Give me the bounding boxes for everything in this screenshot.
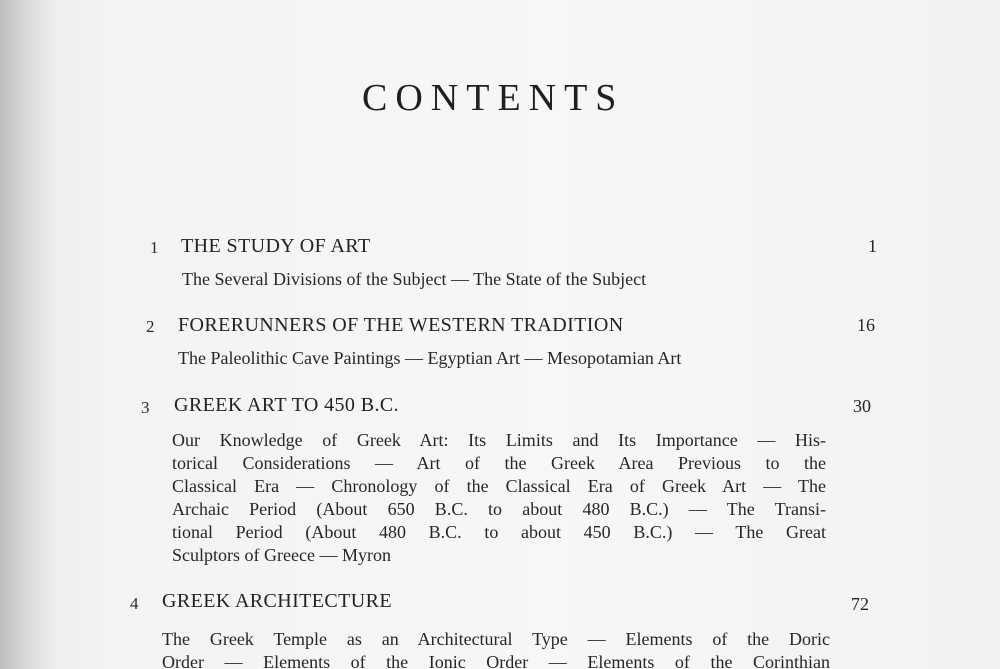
description-line: Our Knowledge of Greek Art: Its Limits and Its Importance — His- — [172, 430, 826, 450]
chapter-description — [182, 268, 646, 291]
description-line: Order — Elements of the Ionic Order — Elements of the Corinthian — [162, 652, 830, 669]
page-number: 72 — [851, 594, 869, 614]
chapter-description — [162, 628, 830, 669]
chapter-heading: GREEK ART TO 450 B.C. — [174, 394, 400, 416]
description-line: tional Period (About 480 B.C. to about 450 B.C.) — The Great — [172, 522, 826, 542]
page-title: CONTENTS — [362, 77, 625, 119]
page-number: 30 — [853, 396, 871, 416]
chapter-number: 2 — [146, 317, 155, 336]
description-line: The Several Divisions of the Subject — The State of the Subject — [182, 269, 647, 289]
description-line: torical Considerations — Art of the Greek Area Previous to the — [172, 453, 826, 473]
description-line: Classical Era — Chronology of the Classical Era of Greek Art — The — [172, 476, 826, 496]
chapter-number: 4 — [130, 594, 139, 613]
chapter-heading: GREEK ARCHITECTURE — [162, 590, 392, 612]
page-number: 16 — [857, 315, 875, 335]
chapter-description — [178, 347, 681, 370]
chapter-number: 1 — [150, 238, 159, 257]
chapter-heading: THE STUDY OF ART — [181, 235, 371, 257]
chapter-heading: FORERUNNERS OF THE WESTERN TRADITION — [178, 314, 624, 336]
description-line: The Greek Temple as an Architectural Type — Elements of the Doric — [162, 629, 830, 649]
page-number: 1 — [868, 236, 877, 256]
description-line: The Paleolithic Cave Paintings — Egyptian Art — Mesopotamian Art — [178, 348, 682, 368]
chapter-number: 3 — [141, 398, 150, 417]
description-line: Archaic Period (About 650 B.C. to about 480 B.C.) — The Transi- — [172, 499, 826, 519]
description-line: Sculptors of Greece — Myron — [172, 545, 391, 565]
book-gutter — [0, 0, 52, 669]
chapter-description — [172, 429, 826, 567]
